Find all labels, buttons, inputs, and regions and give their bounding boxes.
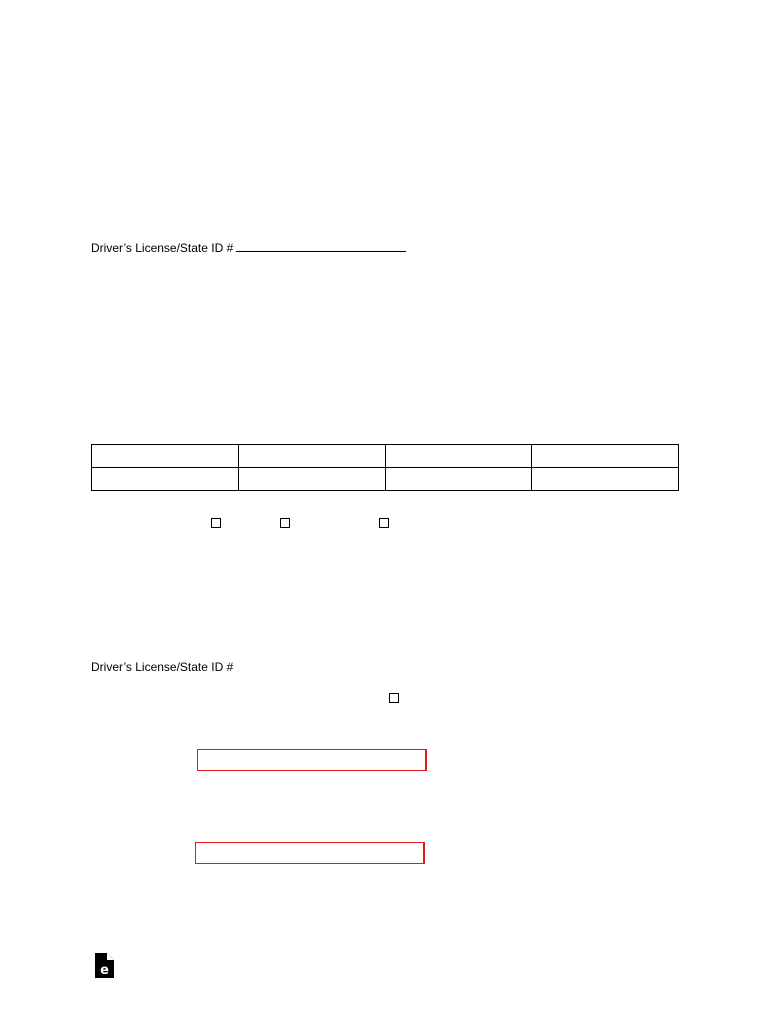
eforms-document-icon xyxy=(95,953,114,978)
drivers-license-label-1: Driver’s License/State ID # xyxy=(91,241,234,255)
info-table xyxy=(91,444,679,491)
form-field-2[interactable] xyxy=(195,842,425,864)
table-cell[interactable] xyxy=(92,445,239,468)
table-cell[interactable] xyxy=(532,468,679,491)
drivers-license-label-2: Driver’s License/State ID # xyxy=(91,660,234,674)
table-cell[interactable] xyxy=(92,468,239,491)
table-cell[interactable] xyxy=(238,445,385,468)
svg-text:e: e xyxy=(100,963,109,978)
checkbox-3[interactable] xyxy=(379,518,389,528)
checkbox-2[interactable] xyxy=(280,518,290,528)
table-cell[interactable] xyxy=(385,468,532,491)
form-field-1[interactable] xyxy=(197,749,427,771)
drivers-license-line-1 xyxy=(91,240,406,255)
table-cell[interactable] xyxy=(238,468,385,491)
drivers-license-blank-1[interactable] xyxy=(236,240,406,252)
table-row xyxy=(92,445,679,468)
drivers-license-line-2 xyxy=(91,660,233,674)
checkbox-1[interactable] xyxy=(211,518,221,528)
checkbox-4[interactable] xyxy=(389,693,399,703)
table-cell[interactable] xyxy=(532,445,679,468)
table-cell[interactable] xyxy=(385,445,532,468)
table-row xyxy=(92,468,679,491)
